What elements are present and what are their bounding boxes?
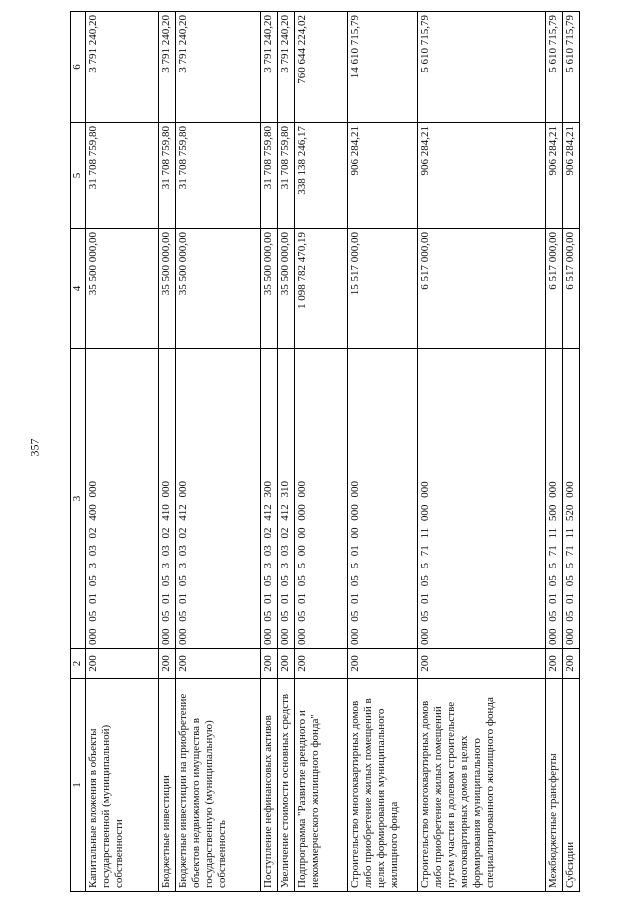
row-name: Бюджетные инвестиции xyxy=(159,679,176,892)
row-code: 000 05 01 05 3 03 02 412 310 xyxy=(278,349,295,649)
row-code: 000 05 01 05 5 71 11 500 000 xyxy=(545,349,562,649)
header-col-4: 4 xyxy=(71,229,86,349)
row-amount-6: 3 791 240,20 xyxy=(261,12,278,123)
row-amount-5: 31 708 759,80 xyxy=(278,123,295,229)
row-amount-6: 760 644 224,02 xyxy=(295,12,348,123)
row-name: Подпрограмма "Развитие арендного и некоммерческого жилищного фонда" xyxy=(295,679,348,892)
row-amount-6: 5 610 715,79 xyxy=(562,12,579,123)
row-amount-4: 35 500 000,00 xyxy=(86,229,159,349)
table-row xyxy=(159,12,176,892)
table-row xyxy=(562,12,579,892)
table-row xyxy=(261,12,278,892)
row-code: 000 05 01 05 3 03 02 410 000 xyxy=(159,349,176,649)
row-code: 000 05 01 05 5 71 11 520 000 xyxy=(562,349,579,649)
row-name: Бюджетные инвестиции на приобретение объектов недвижимого имущества в государственную (муниципальную) собственность xyxy=(176,679,261,892)
row-code: 000 05 01 05 5 00 00 000 000 xyxy=(295,349,348,649)
row-amount-4: 35 500 000,00 xyxy=(278,229,295,349)
row-name: Межбюджетные трансферты xyxy=(545,679,562,892)
table-row xyxy=(348,12,418,892)
row-amount-5: 906 284,21 xyxy=(562,123,579,229)
header-col-3: 3 xyxy=(71,349,86,649)
table-row xyxy=(86,12,159,892)
table-row xyxy=(295,12,348,892)
row-code: 000 05 01 05 3 03 02 412 000 xyxy=(176,349,261,649)
row-col2: 200 xyxy=(418,649,545,679)
row-name: Увеличение стоимости основных средств xyxy=(278,679,295,892)
row-name: Субсидии xyxy=(562,679,579,892)
row-name: Поступление нефинансовых активов xyxy=(261,679,278,892)
row-col2: 200 xyxy=(261,649,278,679)
row-amount-6: 3 791 240,20 xyxy=(86,12,159,123)
row-amount-4: 35 500 000,00 xyxy=(261,229,278,349)
row-amount-6: 5 610 715,79 xyxy=(418,12,545,123)
row-col2: 200 xyxy=(545,649,562,679)
row-code: 000 05 01 05 5 01 00 000 000 xyxy=(348,349,418,649)
row-amount-4: 35 500 000,00 xyxy=(176,229,261,349)
row-col2: 200 xyxy=(86,649,159,679)
row-amount-4: 35 500 000,00 xyxy=(159,229,176,349)
row-amount-6: 3 791 240,20 xyxy=(278,12,295,123)
row-code: 000 05 01 05 3 03 02 412 300 xyxy=(261,349,278,649)
row-amount-5: 906 284,21 xyxy=(545,123,562,229)
row-amount-5: 31 708 759,80 xyxy=(176,123,261,229)
table-row xyxy=(545,12,562,892)
row-col2: 200 xyxy=(176,649,261,679)
page-number: 357 xyxy=(27,438,42,457)
row-col2: 200 xyxy=(278,649,295,679)
row-code: 000 05 01 05 5 71 11 000 000 xyxy=(418,349,545,649)
row-amount-6: 14 610 715,79 xyxy=(348,12,418,123)
row-amount-5: 31 708 759,80 xyxy=(261,123,278,229)
row-amount-6: 5 610 715,79 xyxy=(545,12,562,123)
header-col-1: 1 xyxy=(71,679,86,892)
table-header-row xyxy=(71,12,86,892)
header-col-2: 2 xyxy=(71,649,86,679)
row-col2: 200 xyxy=(562,649,579,679)
budget-table-frame xyxy=(70,12,580,892)
row-col2: 200 xyxy=(295,649,348,679)
row-amount-5: 31 708 759,80 xyxy=(159,123,176,229)
row-amount-4: 1 098 782 470,19 xyxy=(295,229,348,349)
table-row xyxy=(176,12,261,892)
budget-table xyxy=(70,11,580,892)
row-amount-6: 3 791 240,20 xyxy=(159,12,176,123)
row-name: Капитальные вложения в объекты государственной (муниципальной) собственности xyxy=(86,679,159,892)
row-amount-5: 906 284,21 xyxy=(348,123,418,229)
header-col-6: 6 xyxy=(71,12,86,123)
row-name: Строительство многоквартирных домов либо приобретение жилых помещений в целях формирования муниципального жилищного фонда xyxy=(348,679,418,892)
row-col2: 200 xyxy=(348,649,418,679)
row-amount-6: 3 791 240,20 xyxy=(176,12,261,123)
row-code: 000 05 01 05 3 03 02 400 000 xyxy=(86,349,159,649)
row-amount-5: 906 284,21 xyxy=(418,123,545,229)
row-amount-4: 6 517 000,00 xyxy=(545,229,562,349)
table-row xyxy=(418,12,545,892)
row-amount-4: 15 517 000,00 xyxy=(348,229,418,349)
header-col-5: 5 xyxy=(71,123,86,229)
row-amount-4: 6 517 000,00 xyxy=(418,229,545,349)
row-amount-4: 6 517 000,00 xyxy=(562,229,579,349)
row-name: Строительство многоквартирных домов либо приобретение жилых помещений путем участия в долевом строительстве многоквартирных домов в целях формирования муниципального специализированного жилищного фонда xyxy=(418,679,545,892)
row-amount-5: 31 708 759,80 xyxy=(86,123,159,229)
row-amount-5: 338 138 246,17 xyxy=(295,123,348,229)
row-col2: 200 xyxy=(159,649,176,679)
table-row xyxy=(278,12,295,892)
